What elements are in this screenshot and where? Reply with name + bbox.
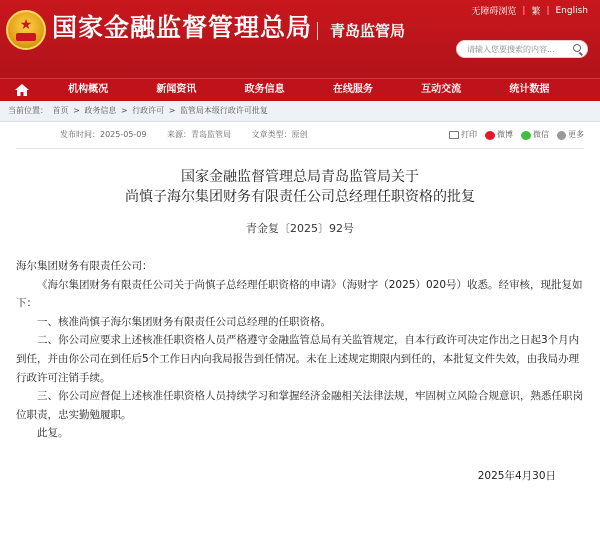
- weixin-share-button[interactable]: [521, 122, 549, 148]
- site-title[interactable]: 国家金融监督管理总局: [52, 13, 313, 42]
- more-icon: [557, 131, 566, 140]
- accessibility-link[interactable]: 无障碍浏览: [471, 7, 517, 17]
- publish-date: 发布时间：2025-05-09: [60, 130, 147, 139]
- print-label: 打印: [461, 130, 477, 139]
- breadcrumb-label: 当前位置：: [8, 106, 48, 115]
- title-divider: [317, 22, 318, 40]
- breadcrumb-current[interactable]: 监管局本级行政许可批复: [179, 106, 268, 115]
- article-body: [16, 257, 584, 486]
- article-source: 来源：青岛监管局: [167, 130, 232, 139]
- breadcrumb-gov-info[interactable]: 政务信息: [84, 106, 117, 115]
- breadcrumb-separator: >: [73, 106, 80, 115]
- nav-home[interactable]: [0, 79, 44, 101]
- more-share-button[interactable]: [557, 122, 584, 148]
- paragraph-4: 三、你公司应督促上述核准任职资格人员持续学习和掌握经济金融相关法律法规，牢固树立风险合规意识，熟悉任职岗位职责，忠实勤勉履职。: [16, 390, 583, 421]
- weixin-icon: [521, 131, 531, 140]
- paragraph-1: 《海尔集团财务有限责任公司关于尚慎子总经理任职资格的申请》（海财字（2025）020号）收悉。经审核，现批复如下：: [16, 278, 583, 310]
- top-link-separator: |: [522, 5, 526, 16]
- nav-item-interaction[interactable]: 互动交流: [421, 84, 462, 95]
- breadcrumb-home[interactable]: 首页: [52, 106, 69, 115]
- nav-item-statistics[interactable]: 统计数据: [509, 84, 550, 95]
- nav-item-news[interactable]: 新闻资讯: [156, 84, 197, 95]
- search-input[interactable]: [467, 41, 565, 57]
- weibo-icon: [485, 131, 495, 140]
- sub-title: 青岛监管局: [330, 22, 406, 40]
- document-number: 青金复〔2025〕92号: [246, 222, 354, 235]
- top-link-separator: |: [546, 5, 550, 16]
- paragraph-3: 二、你公司应要求上述核准任职资格人员严格遵守金融监管总局有关监管规定，自本行政许可决定作出之日起3个月内到任，并由你公司在到任后5个工作日内向我局报告到任情况。未在上述规定期限内到任的，本批复文件失效，由我局办理行政许可注销手续。: [16, 334, 580, 384]
- article-title-line2: 尚慎子海尔集团财务有限责任公司总经理任职资格的批复: [125, 189, 475, 205]
- top-links: [471, 4, 588, 17]
- english-link[interactable]: English: [555, 5, 588, 16]
- article-type: 文章类型：原创: [251, 130, 308, 139]
- traditional-chinese-link[interactable]: 繁: [531, 7, 541, 17]
- weibo-label: 微博: [497, 130, 513, 139]
- weibo-share-button[interactable]: [485, 122, 513, 148]
- paragraph-2: 一、核准尚慎子海尔集团财务有限责任公司总经理的任职资格。: [37, 315, 331, 328]
- national-emblem-icon[interactable]: ★: [6, 10, 46, 50]
- search-box: [456, 40, 588, 58]
- article-title: [16, 167, 584, 207]
- article-meta: [16, 122, 584, 149]
- print-button[interactable]: [449, 122, 477, 148]
- signature-date: 2025年4月30日: [477, 469, 556, 482]
- nav-item-online-service[interactable]: 在线服务: [332, 84, 373, 95]
- article: [16, 122, 584, 486]
- weixin-label: 微信: [533, 130, 549, 139]
- print-icon: [449, 131, 459, 139]
- breadcrumb: [0, 101, 600, 122]
- main-nav: [0, 78, 600, 101]
- more-label: 更多: [568, 130, 584, 139]
- home-icon: [15, 84, 29, 96]
- article-title-line1: 国家金融监督管理总局青岛监管局关于: [181, 169, 419, 185]
- share-toolbar: [449, 122, 584, 148]
- site-header: [0, 0, 600, 78]
- paragraph-5: 此复。: [37, 427, 69, 440]
- breadcrumb-admin-license[interactable]: 行政许可: [132, 106, 165, 115]
- nav-item-organization[interactable]: 机构概况: [68, 84, 109, 95]
- nav-item-government-info[interactable]: 政务信息: [244, 84, 285, 95]
- search-icon[interactable]: [573, 44, 581, 52]
- salutation: 海尔集团财务有限责任公司：: [16, 260, 153, 272]
- breadcrumb-separator: >: [120, 106, 128, 115]
- breadcrumb-separator: >: [168, 106, 176, 115]
